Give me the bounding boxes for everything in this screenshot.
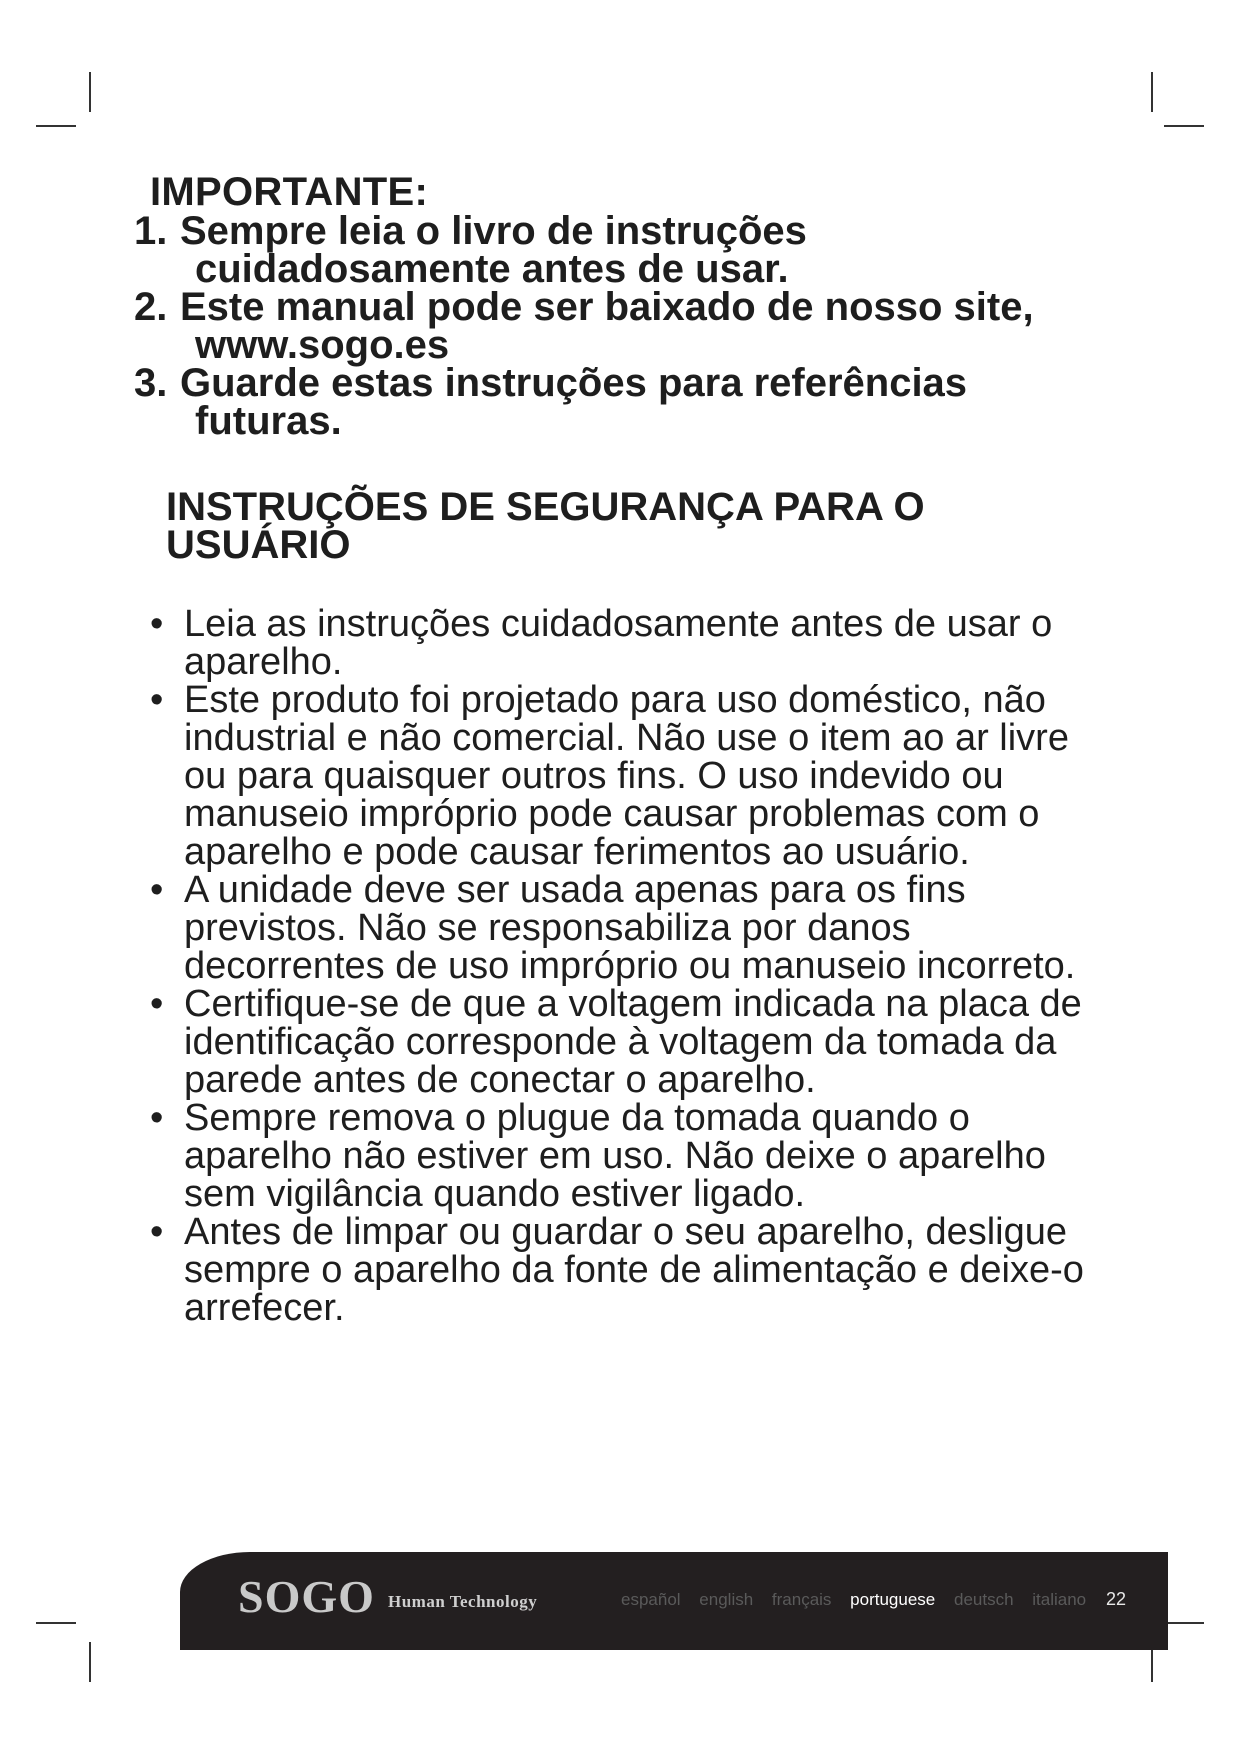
crop-mark bbox=[89, 72, 91, 112]
page-number: 22 bbox=[1106, 1589, 1127, 1609]
safety-item bbox=[150, 681, 1110, 871]
item-text: Sempre leia o livro de instruções cuidadosamente antes de usar. bbox=[180, 209, 807, 291]
item-number: 3. bbox=[134, 361, 168, 405]
safety-list bbox=[150, 605, 1110, 1327]
crop-mark bbox=[1151, 72, 1153, 112]
language-portuguese[interactable]: portuguese bbox=[850, 1590, 936, 1609]
safety-item-text: A unidade deve ser usada apenas para os fins previstos. Não se responsabiliza por danos decorrentes de uso impróprio ou manuseio incorreto. bbox=[184, 869, 1076, 987]
important-item bbox=[134, 285, 1114, 367]
safety-item-text: Antes de limpar ou guardar o seu aparelho, desligue sempre o aparelho da fonte de alimentação e deixe-o arrefecer. bbox=[184, 1211, 1084, 1329]
important-list bbox=[134, 209, 1114, 443]
safety-item bbox=[150, 1099, 1110, 1213]
safety-item-text: Certifique-se de que a voltagem indicada na placa de identificação corresponde à voltagem da tomada da parede antes de conectar o aparelho. bbox=[184, 983, 1082, 1101]
language-francais[interactable]: français bbox=[771, 1590, 832, 1609]
important-item bbox=[134, 361, 1114, 443]
item-text: Guarde estas instruções para referências futuras. bbox=[180, 361, 968, 443]
bullet-icon: • bbox=[150, 869, 164, 911]
crop-mark bbox=[89, 1642, 91, 1682]
important-title: IMPORTANTE: bbox=[150, 170, 429, 214]
item-number: 2. bbox=[134, 285, 168, 329]
language-deutsch[interactable]: deutsch bbox=[953, 1590, 1014, 1609]
sogo-logo: SOGO bbox=[238, 1571, 375, 1622]
safety-item-text: Sempre remova o plugue da tomada quando o aparelho não estiver em uso. Não deixe o aparelho sem vigilância quando estiver ligado. bbox=[184, 1097, 1046, 1215]
bullet-icon: • bbox=[150, 1211, 164, 1253]
safety-title: INSTRUÇÕES DE SEGURANÇA PARA O USUÁRIO bbox=[166, 485, 925, 567]
language-italiano[interactable]: italiano bbox=[1032, 1590, 1087, 1609]
language-nav bbox=[621, 1590, 1100, 1610]
crop-mark bbox=[36, 125, 76, 127]
footer-bar bbox=[180, 1552, 1168, 1650]
item-number: 1. bbox=[134, 209, 168, 253]
bullet-icon: • bbox=[150, 679, 164, 721]
safety-item bbox=[150, 1213, 1110, 1327]
bullet-icon: • bbox=[150, 983, 164, 1025]
crop-mark bbox=[1164, 125, 1204, 127]
important-section bbox=[134, 170, 1130, 443]
bullet-icon: • bbox=[150, 603, 164, 645]
item-text: Este manual pode ser baixado de nosso site, www.sogo.es bbox=[180, 285, 1034, 367]
safety-item bbox=[150, 985, 1110, 1099]
brand-tagline: Human Technology bbox=[388, 1592, 538, 1611]
crop-mark bbox=[1164, 1622, 1204, 1624]
safety-item bbox=[150, 871, 1110, 985]
language-english[interactable]: english bbox=[699, 1590, 754, 1609]
bullet-icon: • bbox=[150, 1097, 164, 1139]
language-espanol[interactable]: español bbox=[621, 1590, 681, 1609]
important-item bbox=[134, 209, 1114, 291]
crop-mark bbox=[36, 1622, 76, 1624]
safety-item bbox=[150, 605, 1110, 681]
safety-item-text: Leia as instruções cuidadosamente antes de usar o aparelho. bbox=[184, 603, 1053, 683]
safety-item-text: Este produto foi projetado para uso doméstico, não industrial e não comercial. Não use o item ao ar livre ou para quaisquer outros fins. O uso indevido ou manuseio impróprio pode causar problemas com o aparelho e pode causar ferimentos ao usuário. bbox=[184, 679, 1069, 873]
